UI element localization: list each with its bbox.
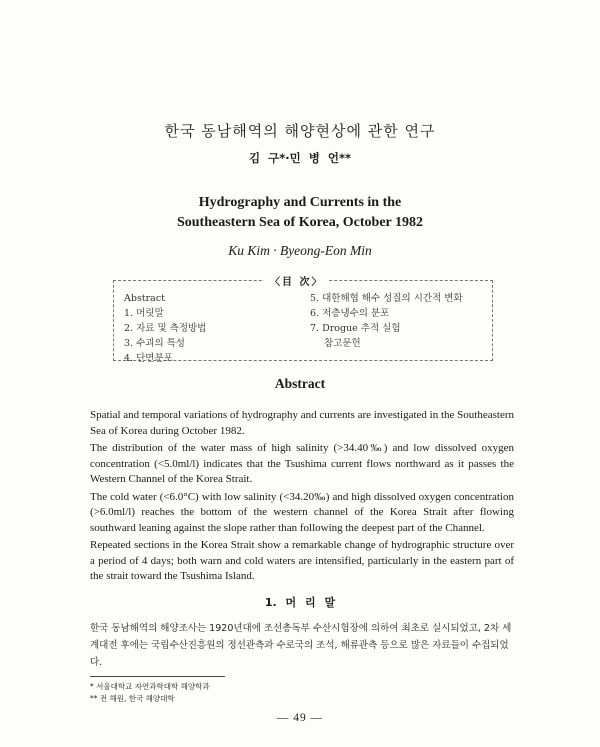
introduction-text: 한국 동남해역의 해양조사는 1920년대에 조선총독부 수산시험장에 의하여 최초로 실시되었고, 2차 세계대전 후에는 국립수산진흥원의 정선관측과 수로국의 조석, 해류관측 등으로 많은 자료들이 수집되었다. — [90, 623, 512, 668]
footnote: * 서울대학교 자연과학대학 해양학과 — [90, 682, 210, 691]
toc-item: 3. 수괴의 특성 — [124, 338, 185, 349]
abstract-paragraph: The cold water (<6.0°C) with low salinity (<34.20‰) and high dissolved oxygen concentration (>6.0ml/l) reaches the bottom of the western channel of the Korea Strait after flowing southward leaning against the slope rather than following the deepest part of the Channel. — [90, 490, 514, 534]
korean-title: 한국 동남해역의 해양현상에 관한 연구 — [164, 122, 436, 140]
toc-right-column — [310, 291, 463, 351]
section-heading: 1. 머 리 말 — [264, 596, 336, 609]
english-title-line-1: Hydrography and Currents in the — [198, 195, 402, 210]
toc-item: 6. 저층냉수의 분포 — [310, 308, 390, 319]
footnotes — [90, 681, 514, 705]
english-authors: Ku Kim · Byeong-Eon Min — [228, 243, 372, 258]
abstract-body — [90, 408, 514, 587]
korean-authors: 김 구*·민 병 언** — [249, 151, 351, 165]
english-title — [0, 193, 600, 233]
toc-item: 2. 자료 및 측정방법 — [124, 323, 207, 334]
footnote-divider — [90, 676, 225, 677]
toc-left-column — [124, 291, 206, 366]
abstract-heading: Abstract — [274, 376, 326, 391]
toc-item: 4. 단면분포 — [124, 353, 173, 364]
toc-item: Abstract — [124, 293, 165, 304]
abstract-paragraph: Spatial and temporal variations of hydrography and currents are investigated in the Southeastern Sea of Korea during October 1982. — [90, 409, 514, 437]
toc-item: 5. 대한해협 해수 성질의 시간적 변화 — [310, 293, 463, 304]
footnote: ** 전 해원, 한국 해양대학 — [90, 694, 175, 703]
english-title-line-2: Southeastern Sea of Korea, October 1982 — [176, 215, 423, 230]
page-number: — 49 — — [276, 712, 324, 724]
abstract-paragraph: The distribution of the water mass of high salinity (>34.40‰) and low dissolved oxygen concentration (<5.0ml/l) indicates that the Tsushima current flows northward as it passes the Western Channel of the Korea Strait. — [90, 442, 514, 485]
toc-item: 7. Drogue 추적 실험 — [310, 323, 401, 334]
toc-item: 참고문헌 — [324, 338, 361, 349]
toc-item: 1. 머릿말 — [124, 308, 164, 319]
table-of-contents — [113, 277, 493, 364]
toc-heading: 〈目 次〉 — [264, 273, 329, 288]
abstract-paragraph: Repeated sections in the Korea Strait show a remarkable change of hydrographic structure over a period of 4 days; both warn and cold waters are intensified, particularly in the eastern part of the strait toward the Tsushima Island. — [90, 539, 514, 582]
